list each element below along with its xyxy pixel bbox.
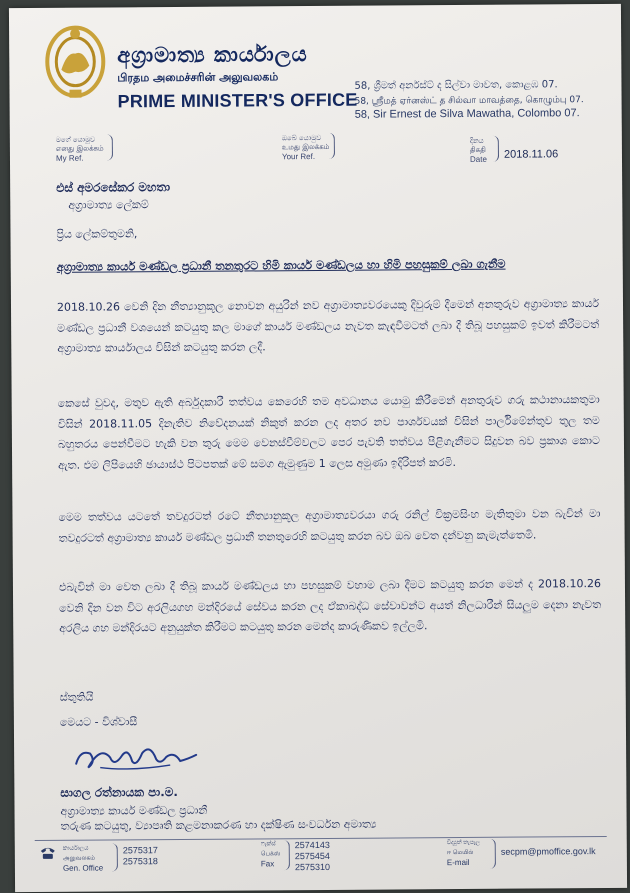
my-ref-brace [106,134,113,160]
signer-title-1: අග්‍රාමාත්‍ය කාර්ය මණ්ඩල ප්‍රධානී [60,803,208,818]
your-ref-label: ඔබේ යොමුව உமது இலக்கம் Your Ref. [281,133,330,162]
address-tamil: 58, ஸ்ரீமத் ஏர்னஸ்ட் த சில்வா மாவத்தை, கொழும்பு 07. [354,95,584,107]
paragraph-3: මෙම තත්වය යටතේ තවදුරටත් රටේ නීත්‍යානුකූල අග්‍රාමාත්‍යවරයා ගරු රනිල් වික්‍රමසිංහ මැතිතුමා වන බැවින් මා තවදුරටත් අග්‍රාමාත්‍ය කාර්ය මණ්ඩල ප්‍රධානී තනතුරෙහි කටයුතු කරන බව ඔබ වෙත දන්වනු කැමැත්තෙමි. [58,507,601,545]
address-sinhala: 58, ශ්‍රීමත් අර්නස්ට් ද සිල්වා මාවත, කොළඹ 07. [354,79,558,92]
recipient-title: අග්‍රාමාත්‍ය ලේකම් [68,198,149,212]
gen-office-brace [111,843,118,871]
paragraph-1: 2018.10.26 වෙනි දින නීත්‍යානුකූල නොවන අයුරින් නව අග්‍රාමාත්‍යවරයෙකු දිවුරුම් දීමෙන් අනතුරුව අග්‍රාමාත්‍ය කාර්ය මණ්ඩල ප්‍රධානී වශයෙන් කටයුතු කල මාගේ කාර්ය මණ්ඩලය නැවත කැඳවීමටත් ලබා දී තිබූ පහසුකම් ඉවත් කිරීමටත් අග්‍රාමාත්‍ය කාර්යාලය විසින් කටයුතු කරන ලදී. [56,297,600,355]
signer-name: සාගල රත්නායක පා.ම. [60,784,178,800]
email-brace [489,839,496,869]
letter-subject: අග්‍රාමාත්‍ය කාර්ය මණ්ඩල ප්‍රධානී තනතුරට හිමි කාර්ය මණ්ඩලය හා හිමි පහසුකම් ලබා ගැනීම [56,256,506,274]
closing-thanks: ස්තුතියි [59,690,94,704]
fax-numbers: 2574143 2575454 2575310 [294,839,331,873]
email-label: විද්‍යුත් තැපෑල ஈ மெயில் E-mail [446,839,481,868]
recipient-name: එස් අමරසේකර මහතා [56,180,171,195]
gen-office-numbers: 2575317 2575318 [122,845,158,867]
fax-label: ෆැක්ස් பெக்ஸ் Fax [260,841,281,869]
date-label: දිනය திகதி Date [469,136,487,164]
letter-page [9,4,627,892]
paragraph-2: කෙසේ වුවද, මතුව ඇති අර්බුදකාරී තත්වය කෙරෙහි තම අවධානය යොමු කිරීමෙන් අනතුරුව ගරු කථානායකතුමා විසින් 2018.11.05 දිනැතිව නිවේදනයක් නිකුත් කරන ලද අතර නව පාර්ශවයක් විසින් පාර්ලිමේන්තුව තුල තම බහුතරය පෙන්වීමට හැකි වන තුරු මෙම වෙනස්වීම්වලට පෙර පැවති තත්වය පිළිගැනීමට සිදුවන බව ප්‍රකාශ කොට ඇත. එම ලිපියෙහි ඡායාස්ථ පිටපතක් මේ සමග ඇමුණුම 1 ලෙස අමුණා ඉදිරිපත් කරමි. [57,393,601,472]
closing-faithfully: මෙයට - විශ්වාසී [59,715,138,729]
office-title-tamil: பிரதம அமைச்சரின் அலுவலகம் [117,70,279,85]
gen-office-label: කාර්යාලය அலுவலகம் Gen. Office [62,845,104,873]
letter-date: 2018.11.06 [503,148,559,161]
email-address[interactable]: secpm@pmoffice.gov.lk [500,846,596,857]
signer-title-2: තරුණ කටයුතු, ව්‍යාපෘති කළමනාකරණ හා දක්ෂිණ සංවර්ධන අමාත්‍ය [60,817,377,833]
sri-lanka-emblem-icon [43,23,108,101]
your-ref-brace [328,133,335,159]
office-title-english: PRIME MINISTER'S OFFICE [117,89,358,112]
handwritten-signature [70,737,200,778]
office-title-sinhala: අග්‍රාමාත්‍ය කාර්යාලය [117,42,308,68]
greeting: ප්‍රිය ලේකම්තුමනි, [56,227,138,241]
fax-brace [283,840,290,870]
telephone-icon [39,846,57,860]
address-english: 58, Sir Ernest de Silva Mawatha, Colombo 07. [354,107,580,121]
paragraph-4: එබැවින් මා වෙත ලබා දී තිබූ කාර්ය මණ්ඩලය හා පහසුකම් වහාම ලබා දීමට කටයුතු කරන මෙන් ද 2018.10.26 වෙනි දින වන විට අරලියගහ මන්දිරයේ සේවය කරන ලද ඒකාබද්ධ සේවාවන්ට අයත් නිලධාරීන් සියලුම දෙනා නැවත අරලිය ගහ මන්දිරයට අනුයුක්ත කිරීමට කටයුතු කරන මෙන්ද කාරුණිකව ඉල්ලමි. [58,577,602,635]
my-ref-label: මගේ යොමුව எனது இலக்கம் My Ref. [55,135,104,163]
date-brace [492,136,499,162]
